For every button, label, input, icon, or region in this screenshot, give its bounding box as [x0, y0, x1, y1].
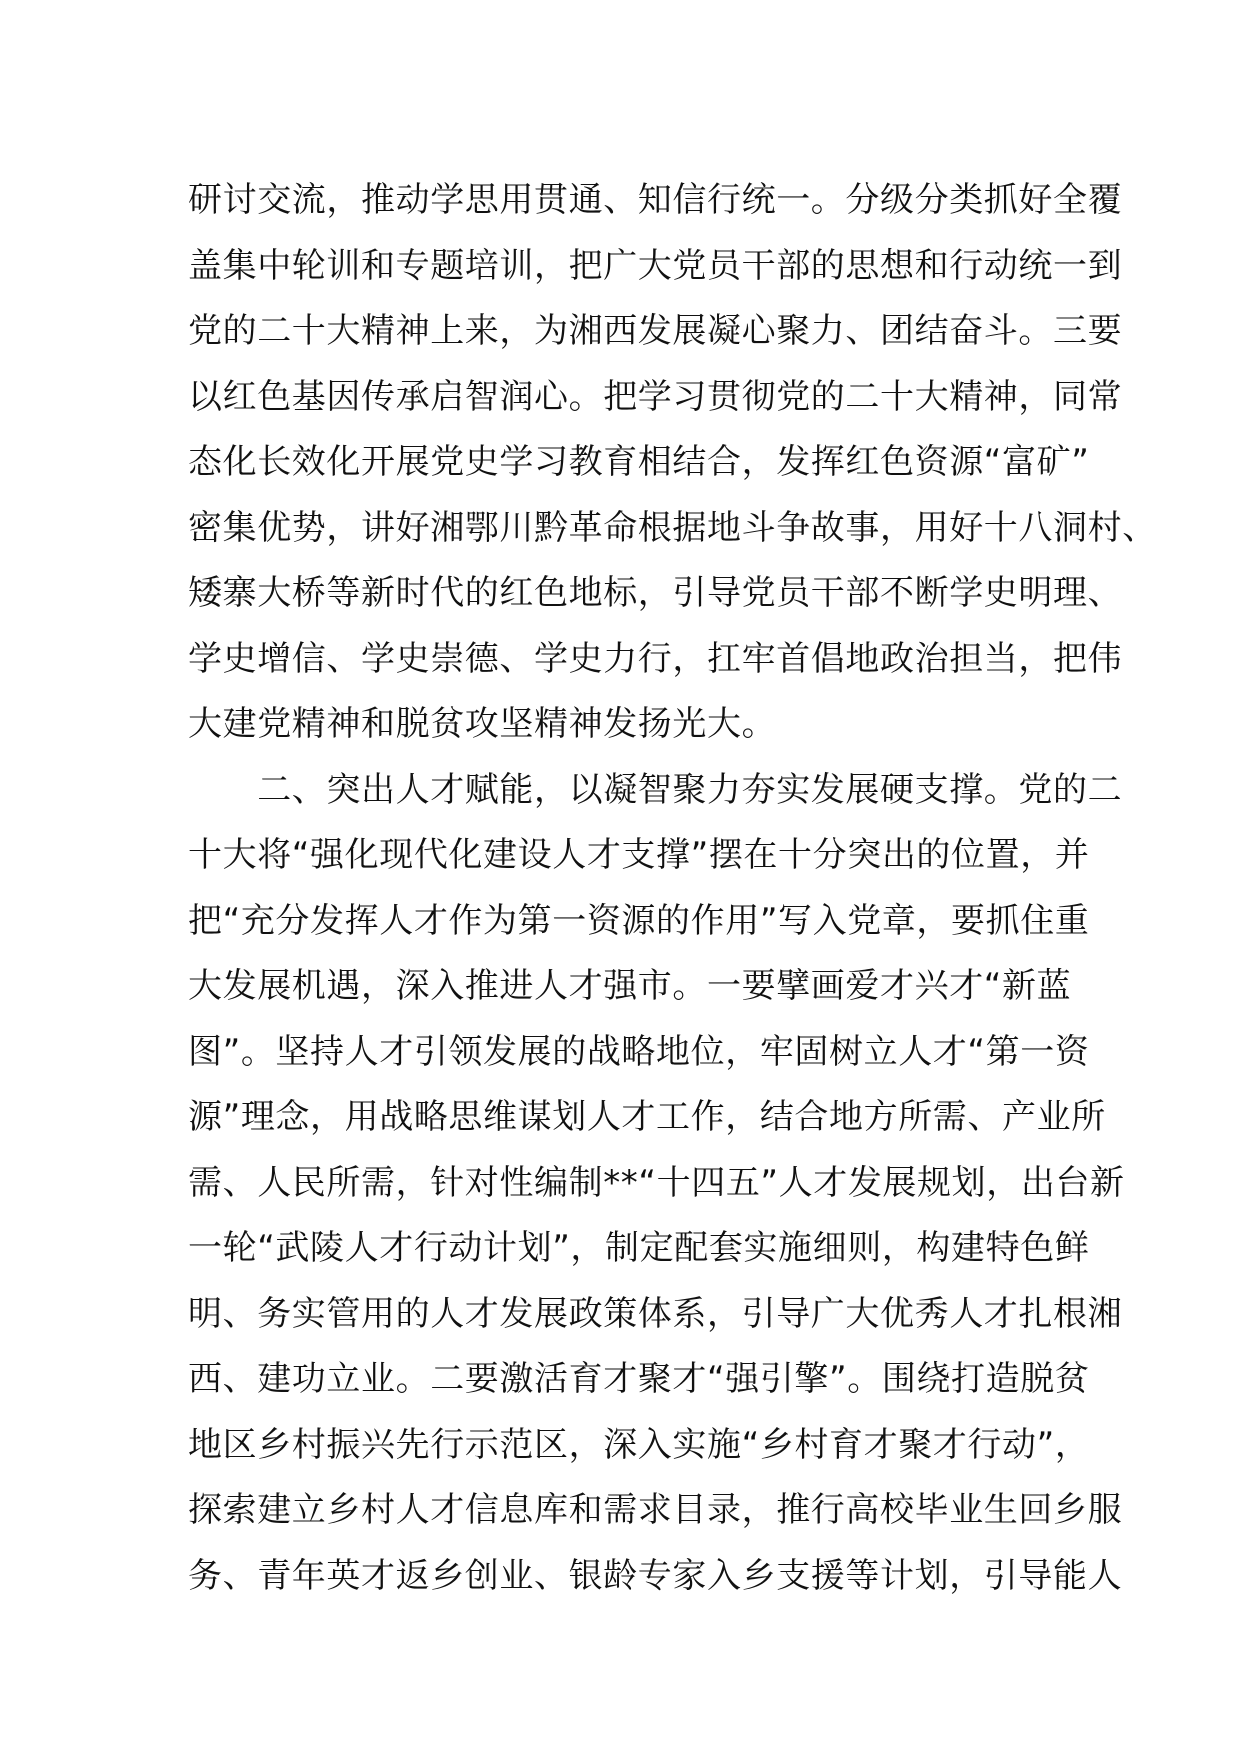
text-line: 地区乡村振兴先行示范区，深入实施“乡村育才聚才行动”，: [188, 1424, 1090, 1465]
text-line: 以红色基因传承启智润心。把学习贯彻党的二十大精神，同常: [188, 376, 1123, 417]
text-line: 西、建功立业。二要激活育才聚才“强引擎”。围绕打造脱贫: [188, 1359, 1090, 1399]
text-line: 态化长效化开展党史学习教育相结合，发挥红色资源“富矿”: [188, 442, 1090, 482]
text-line: 十大将“强化现代化建设人才支撑”摆在十分突出的位置，并: [188, 835, 1090, 875]
text-line: 明、务实管用的人才发展政策体系，引导广大优秀人才扎根湘: [188, 1293, 1123, 1334]
text-line: 研讨交流，推动学思用贯通、知信行统一。分级分类抓好全覆: [188, 180, 1123, 220]
text-line: 探索建立乡村人才信息库和需求目录，推行高校毕业生回乡服: [188, 1490, 1123, 1530]
text-line: 二、突出人才赋能，以凝智聚力夯实发展硬支撑。党的二: [188, 769, 1123, 810]
text-line: 学史增信、学史崇德、学史力行，扛牢首倡地政治担当，把伟: [188, 638, 1123, 679]
text-line: 把“充分发挥人才作为第一资源的作用”写入党章，要抓住重: [188, 900, 1090, 941]
text-line: 大发展机遇，深入推进人才强市。一要擘画爱才兴才“新蓝: [188, 966, 1072, 1006]
text-line: 源”理念，用战略思维谋划人才工作，结合地方所需、产业所: [188, 1097, 1106, 1137]
text-line: 密集优势，讲好湘鄂川黔革命根据地斗争故事，用好十八洞村、: [188, 507, 1157, 548]
text-line: 矮寨大桥等新时代的红色地标，引导党员干部不断学史明理、: [188, 573, 1123, 613]
text-line: 党的二十大精神上来，为湘西发展凝心聚力、团结奋斗。三要: [188, 311, 1123, 351]
body-text: [188, 168, 1157, 1609]
text-line: 盖集中轮训和专题培训，把广大党员干部的思想和行动统一到: [188, 245, 1123, 286]
text-line: 图”。坚持人才引领发展的战略地位，牢固树立人才“第一资: [188, 1031, 1090, 1072]
text-line: 一轮“武陵人才行动计划”，制定配套实施细则，构建特色鲜: [188, 1228, 1090, 1268]
text-line: 务、青年英才返乡创业、银龄专家入乡支援等计划，引导能人: [188, 1555, 1123, 1596]
text-line: 需、人民所需，针对性编制**“十四五”人才发展规划，出台新: [188, 1162, 1125, 1203]
text-line: 大建党精神和脱贫攻坚精神发扬光大。: [188, 704, 777, 744]
